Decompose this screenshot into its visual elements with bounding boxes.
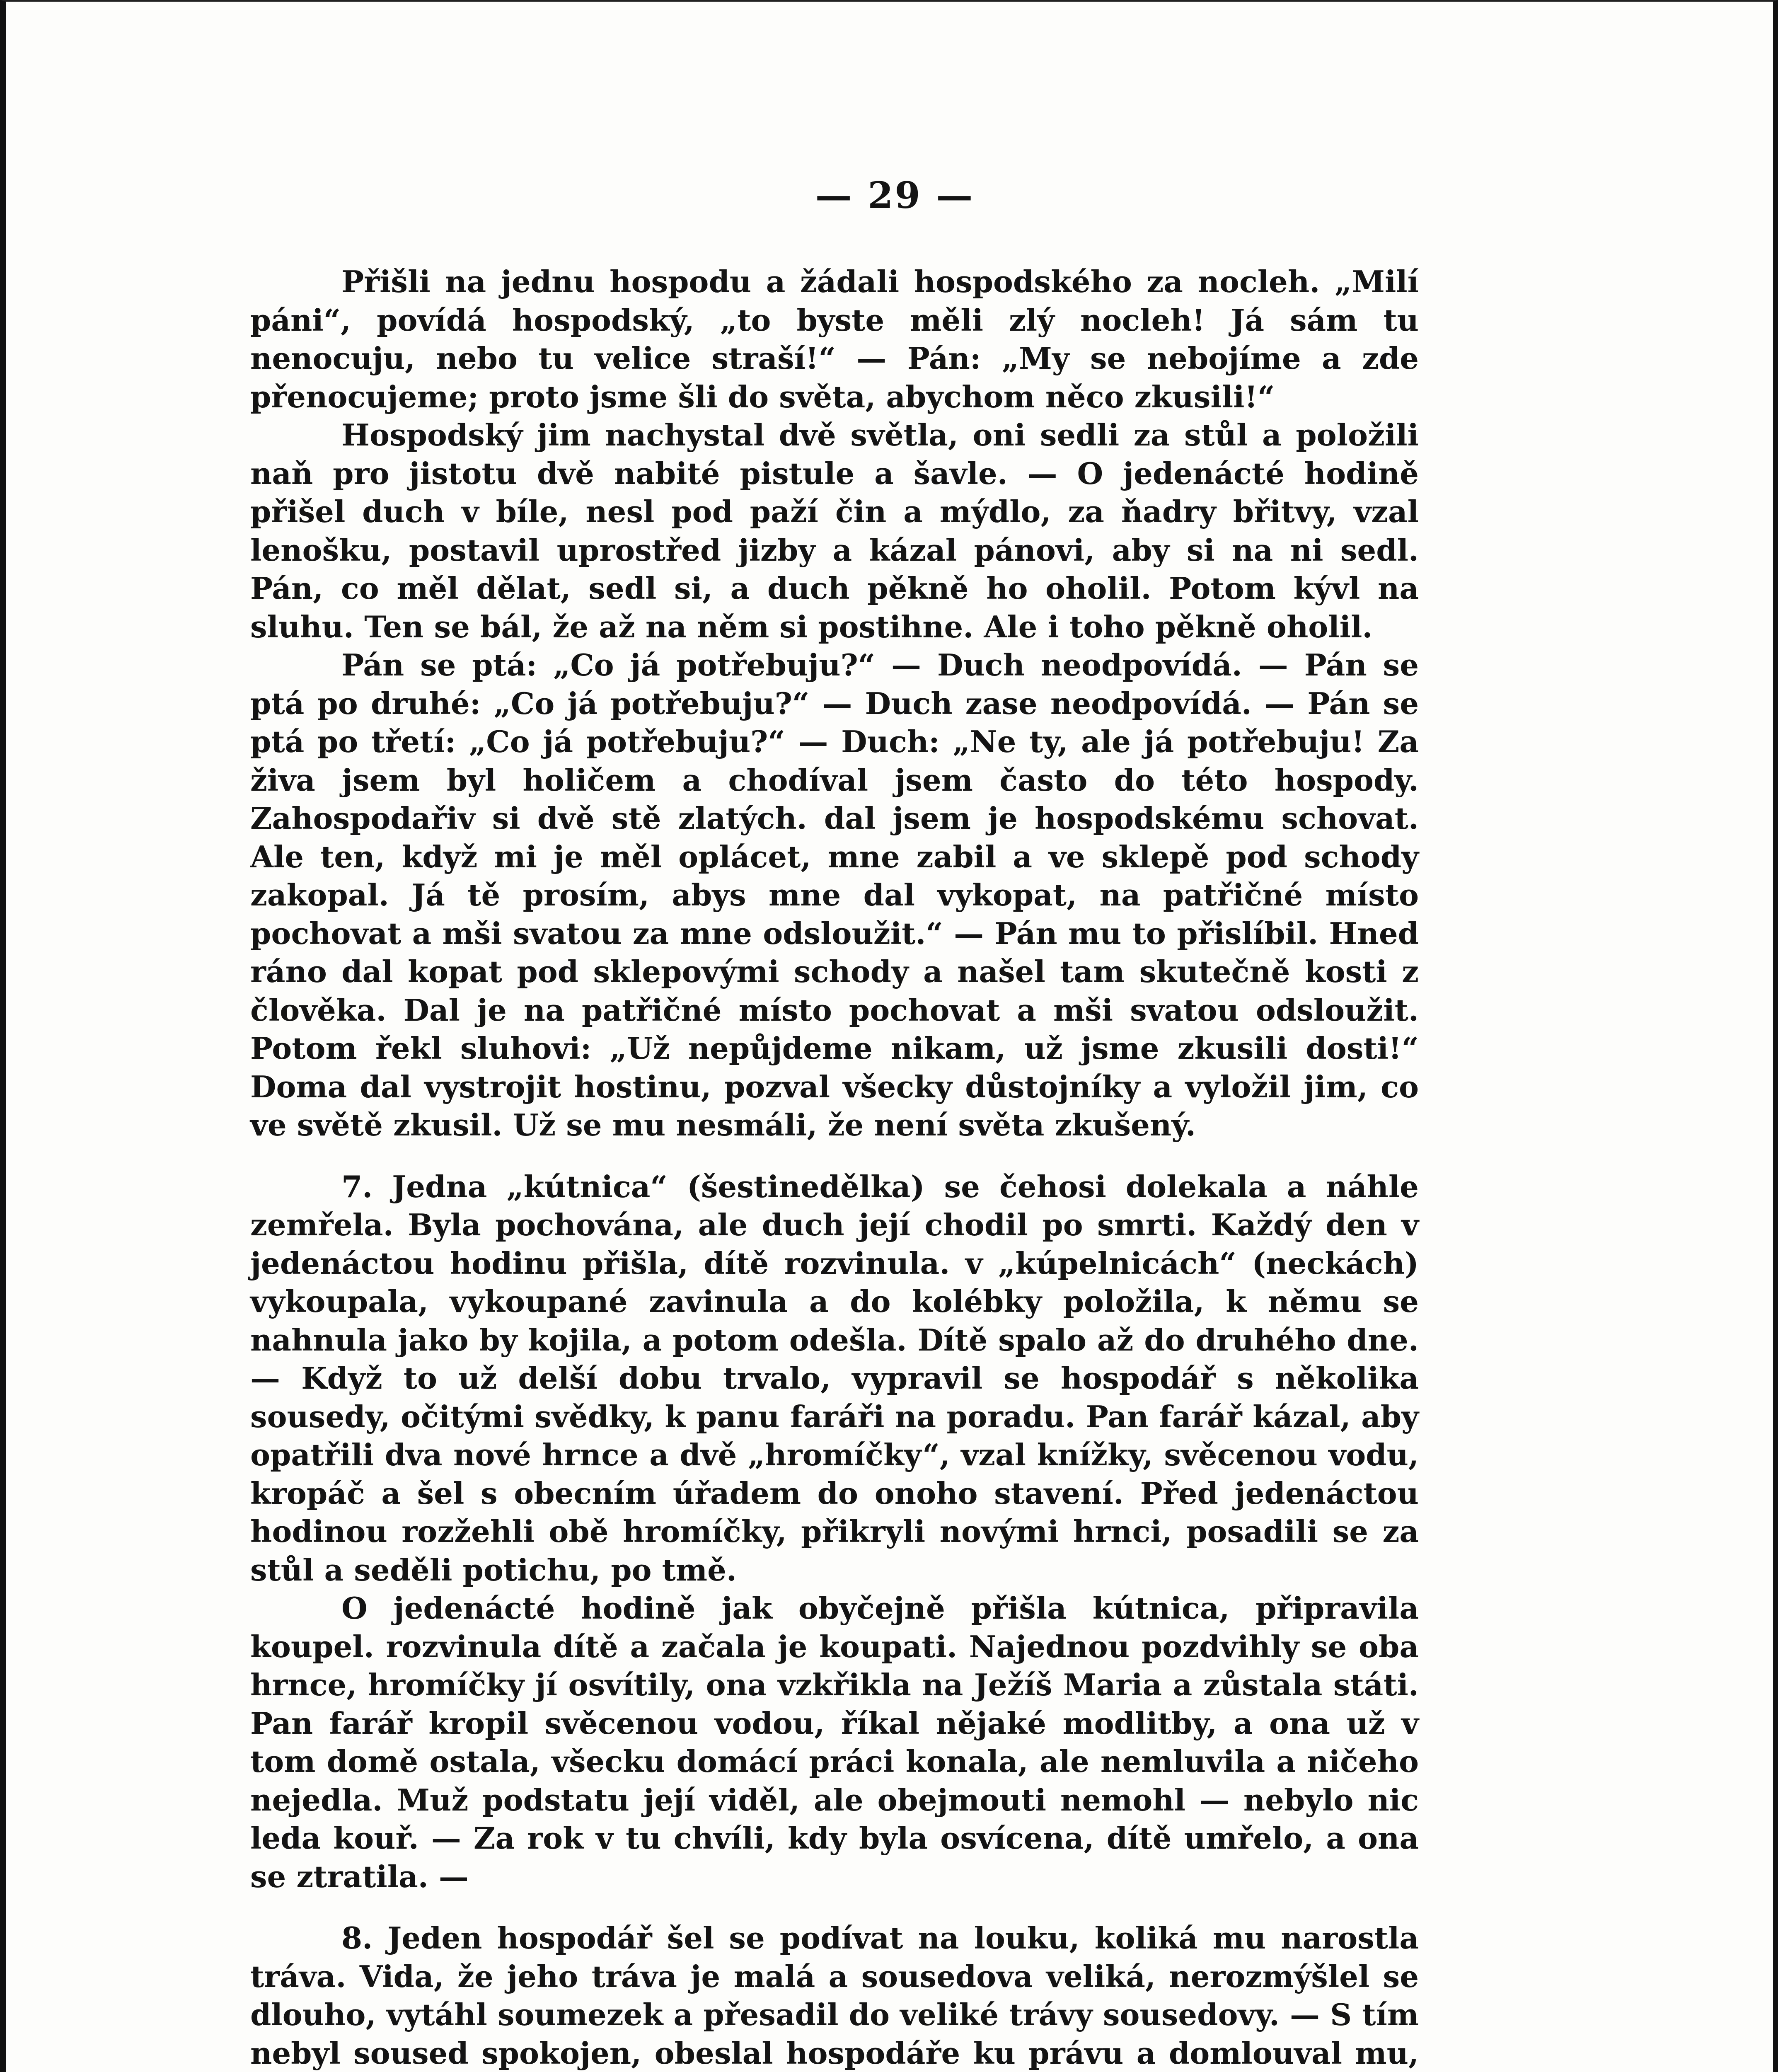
page-body (250, 263, 1419, 2072)
paragraph-inn-night: Přišli na jednu hospodu a žádali hospodského za nocleh. „Milí páni“, povídá hospodský, „to byste měli zlý nocleh! Já sám tu nenocuju, nebo tu velice straší!“ — Pán: „My se nebojíme a zde přenocujeme; proto jsme šli do světa, abychom něco zkusili!“ (250, 264, 1419, 414)
page-number: — 29 — (815, 174, 975, 217)
paragraph-story-7-continued: O jedenácté hodině jak obyčejně přišla kútnica, připravila koupel. rozvinula dítě a začala je koupati. Najednou pozdvihly se oba hrnce, hromíčky jí osvítily, ona vzkřikla na Ježíš Maria a zůstala státi. Pan farář kropil svěcenou vodou, říkal nějaké modlitby, a ona už v tom domě ostala, všecku domácí práci konala, ale nemluvila a ničeho nejedla. Muž podstatu její viděl, ale obejmouti nemohl — nebylo nic leda kouř. — Za rok v tu chvíli, kdy byla osvícena, dítě umřelo, a ona se ztratila. — (250, 1590, 1419, 1894)
paragraph-story-7: 7. Jedna „kútnica“ (šestinedělka) se čehosi dolekala a náhle zemřela. Byla pochována, ale duch její chodil po smrti. Každý den v jedenáctou hodinu přišla, dítě rozvinula. v „kúpelnicách“ (neckách) vykoupala, vykoupané zavinula a do kolébky položila, k němu se nahnula jako by kojila, a potom odešla. Dítě spalo až do druhého dne. — Když to už delší dobu trvalo, vypravil se hospodář s několika sousedy, očitými svědky, k panu faráři na poradu. Pan farář kázal, aby opatřili dva nové hrnce a dvě „hromíčky“, vzal knížky, svěcenou vodu, kropáč a šel s obecním úřadem do onoho stavení. Před jedenáctou hodinou rozžehli obě hromíčky, přikryli novými hrnci, posadili se za stůl a seděli potichu, po tmě. (250, 1169, 1419, 1588)
paragraph-ghost-shaving: Hospodský jim nachystal dvě světla, oni sedli za stůl a položili naň pro jistotu dvě nabité pistule a šavle. — O jedenácté hodině přišel duch v bíle, nesl pod paží čin a mýdlo, za ňadry břitvy, vzal lenošku, postavil uprostřed jizby a kázal pánovi, aby si na ni sedl. Pán, co měl dělat, sedl si, a duch pěkně ho oholil. Potom kývl na sluhu. Ten se bál, že až na něm si postihne. Ale i toho pěkně oholil. (250, 417, 1419, 644)
paragraph-ghost-request: Pán se ptá: „Co já potřebuju?“ — Duch neodpovídá. — Pán se ptá po druhé: „Co já potřebuju?“ — Duch zase neodpovídá. — Pán se ptá po třetí: „Co já potřebuju?“ — Duch: „Ne ty, ale já potřebuju! Za živa jsem byl holičem a chodíval jsem často do této hospody. Zahospodařiv si dvě stě zlatých. dal jsem je hospodskému schovat. Ale ten, když mi je měl oplácet, mne zabil a ve sklepě pod schody zakopal. Já tě prosím, abys mne dal vykopat, na patřičné místo pochovat a mši svatou za mne odsloužit.“ — Pán mu to přislíbil. Hned ráno dal kopat pod sklepovými schody a našel tam skutečně kosti z člověka. Dal je na patřičné místo pochovat a mši svatou odsloužit. Potom řekl sluhovi: „Už nepůjdeme nikam, už jsme zkusili dosti!“ Doma dal vystrojit hostinu, pozval všecky důstojníky a vyložil jim, co ve světě zkusil. Už se mu nesmáli, že není světa zkušený. (250, 647, 1419, 1143)
paragraph-story-8: 8. Jeden hospodář šel se podívat na louku, koliká mu narostla tráva. Vida, že jeho tráva je malá a sousedova veliká, nerozmýšlel se dlouho, vytáhl soumezek a přesadil do veliké trávy sousedovy. — S tím nebyl soused spokojen, obeslal hospodáře ku právu a domlouval mu, (250, 1920, 1419, 2071)
